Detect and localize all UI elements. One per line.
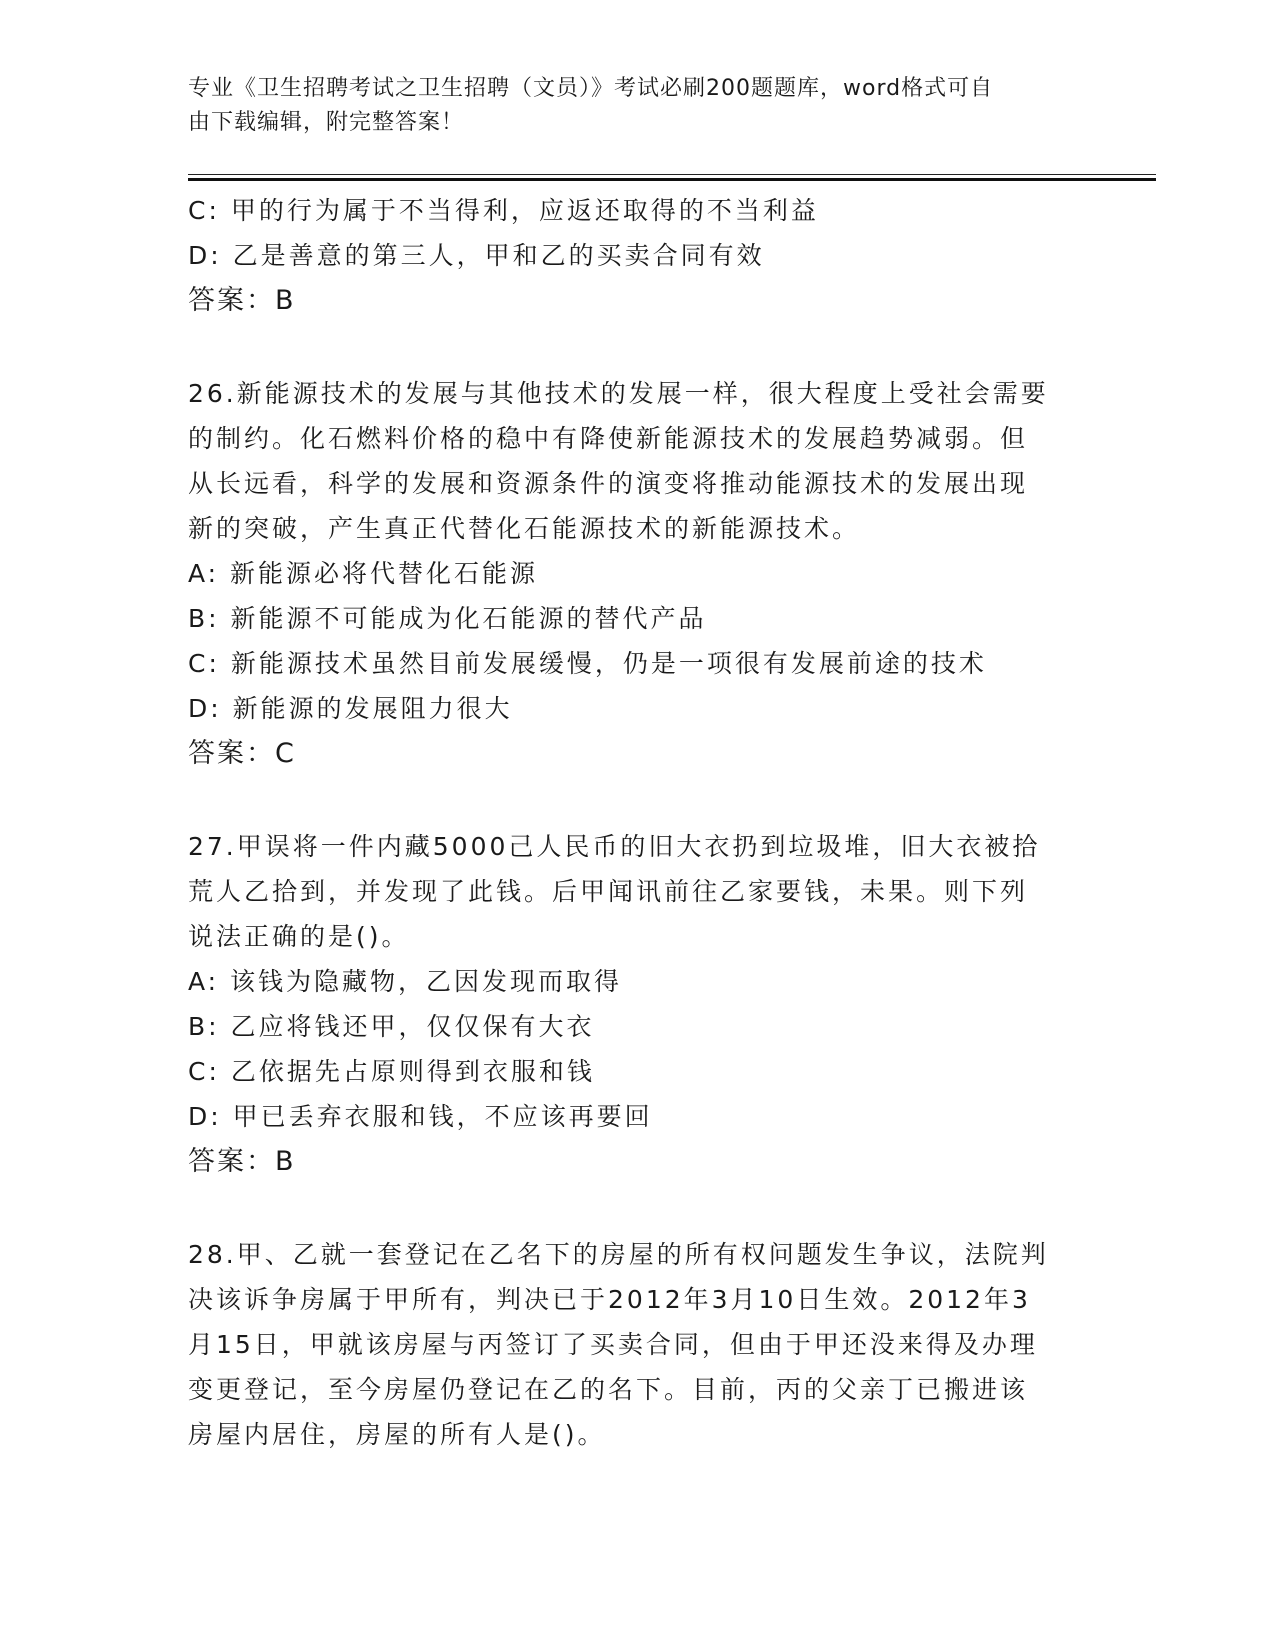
question-stem-line: 月15日，甲就该房屋与丙签订了买卖合同，但由于甲还没来得及办理 — [188, 1330, 1038, 1359]
option-c: C: 乙依据先占原则得到衣服和钱 — [188, 1057, 595, 1086]
option-d: D: 乙是善意的第三人，甲和乙的买卖合同有效 — [188, 241, 765, 270]
option-c: C: 新能源技术虽然目前发展缓慢，仍是一项很有发展前途的技术 — [188, 649, 987, 678]
question-stem-line: 26.新能源技术的发展与其他技术的发展一样，很大程度上受社会需要 — [188, 379, 1049, 408]
question-26 — [188, 371, 1068, 776]
answer-line: 答案：B — [188, 285, 296, 316]
header-line-2: 由下载编辑，附完整答案！ — [188, 110, 465, 135]
question-stem-line: 的制约。化石燃料价格的稳中有降使新能源技术的发展趋势减弱。但 — [188, 424, 1029, 453]
question-stem-line: 决该诉争房属于甲所有，判决已于2012年3月10日生效。2012年3 — [188, 1285, 1031, 1314]
question-stem-line: 荒人乙拾到，并发现了此钱。后甲闻讯前往乙家要钱，未果。则下列 — [188, 877, 1029, 906]
option-d: D: 甲已丢弃衣服和钱，不应该再要回 — [188, 1102, 653, 1131]
spacer — [188, 1184, 1068, 1232]
question-stem-line: 说法正确的是()。 — [188, 922, 410, 951]
question-stem-line: 28.甲、乙就一套登记在乙名下的房屋的所有权问题发生争议，法院判 — [188, 1240, 1049, 1269]
header-rule-thick — [188, 178, 1156, 181]
question-stem-line: 从长远看，科学的发展和资源条件的演变将推动能源技术的发展出现 — [188, 469, 1029, 498]
question-28 — [188, 1232, 1068, 1457]
question-27 — [188, 824, 1068, 1184]
answer-line: 答案：C — [188, 738, 296, 769]
option-a: A: 新能源必将代替化石能源 — [188, 559, 539, 588]
spacer — [188, 776, 1068, 824]
header-rule-thin — [188, 174, 1156, 175]
document-header — [188, 72, 1068, 140]
header-line-1: 专业《卫生招聘考试之卫生招聘（文员）》考试必刷200题题库，word格式可自 — [188, 76, 994, 101]
option-c: C: 甲的行为属于不当得利，应返还取得的不当利益 — [188, 196, 819, 225]
spacer — [188, 323, 1068, 371]
question-stem-line: 27.甲误将一件内藏5000己人民币的旧大衣扔到垃圾堆，旧大衣被拾 — [188, 832, 1041, 861]
answer-line: 答案：B — [188, 1146, 296, 1177]
option-b: B: 乙应将钱还甲，仅仅保有大衣 — [188, 1012, 595, 1041]
question-stem-line: 变更登记，至今房屋仍登记在乙的名下。目前，丙的父亲丁已搬进该 — [188, 1375, 1029, 1404]
document-body — [188, 188, 1068, 1457]
question-stem-line: 房屋内居住，房屋的所有人是()。 — [188, 1420, 606, 1449]
option-a: A: 该钱为隐藏物，乙因发现而取得 — [188, 967, 623, 996]
question-stem-line: 新的突破，产生真正代替化石能源技术的新能源技术。 — [188, 514, 861, 543]
option-d: D: 新能源的发展阻力很大 — [188, 694, 513, 723]
option-b: B: 新能源不可能成为化石能源的替代产品 — [188, 604, 707, 633]
question-25-continued — [188, 188, 1068, 323]
